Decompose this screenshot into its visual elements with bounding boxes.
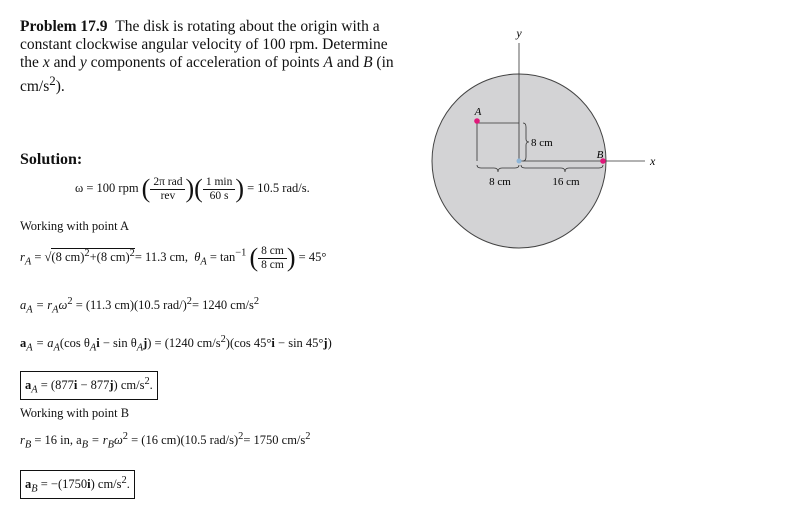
tan-sup: −1 — [235, 247, 247, 259]
aa-box-mid: − 877 — [77, 378, 110, 393]
aa-vec-j: j — [143, 336, 148, 351]
aa-vec-sub: A — [26, 342, 33, 354]
sqrt-a-sup: 2 — [84, 247, 90, 259]
aa-box-sup: 2 — [144, 376, 150, 387]
rb-text2: = r — [88, 433, 108, 448]
disk-figure — [420, 15, 670, 315]
rb-r: r — [20, 433, 25, 448]
aa-box-sub: A — [31, 384, 38, 396]
ab-box-dot: . — [126, 477, 130, 492]
omega-rhs: = 10.5 rad/s. — [247, 180, 310, 195]
rb-equation — [20, 431, 310, 451]
omega-lhs: ω = 100 rpm — [75, 180, 139, 195]
aa-box-eq: = (877 — [37, 378, 74, 393]
working-a-label: Working with point A — [20, 219, 130, 233]
rb-r-sub: B — [24, 439, 32, 451]
aa-rest-sup: 2 — [186, 296, 192, 307]
ab-box-i: i — [87, 477, 91, 492]
aa-vector-equation — [20, 334, 332, 354]
tan: = tan — [206, 249, 236, 264]
aa-vec-close: ) = (1240 cm/s — [147, 336, 221, 351]
problem-statement — [20, 18, 405, 96]
aa-vec-a: a — [20, 336, 27, 351]
dim-right-label: 16 cm — [552, 176, 580, 188]
solution-heading: Solution: — [20, 151, 83, 168]
aa-vec-minus-sub: A — [136, 342, 144, 354]
ra-eq: = — [31, 249, 45, 264]
aa-vec-p1-sub: A — [89, 342, 97, 354]
aa-omega-sup: 2 — [67, 296, 73, 307]
aa-box-j: j — [109, 378, 114, 393]
sqrt-b-sup: 2 — [129, 247, 135, 259]
working-b-label: Working with point B — [20, 406, 130, 420]
frac-num: 8 cm — [258, 245, 287, 259]
dim-vertical-label: 8 cm — [531, 137, 553, 149]
problem-text-1: The disk is rotating about the origin with a constant clockwise angular velocity of 100 rpm. Determine the — [20, 18, 388, 71]
frac-den: 8 cm — [261, 258, 284, 271]
point-a-marker — [474, 118, 480, 124]
sqrt-expression — [51, 248, 134, 264]
ab-answer-box — [20, 470, 135, 499]
aa-box-units: ) cm/s — [113, 378, 145, 393]
problem-A: A — [323, 54, 333, 71]
problem-label: Problem 17.9 — [20, 18, 108, 35]
rb-a-sub: B — [81, 439, 89, 451]
point-b-label: B — [596, 149, 604, 161]
aa-omega: ω — [58, 298, 68, 313]
problem-B: B — [363, 54, 373, 71]
rb-omega-sup: 2 — [122, 431, 128, 442]
rb-text3: = (16 cm)(10.5 rad/s) — [128, 433, 239, 448]
aa-vec-end-close: ) — [327, 336, 332, 351]
aa-vec-end-i: i — [271, 336, 275, 351]
problem-text-3: (in cm/s — [20, 54, 394, 96]
theta: θ — [194, 249, 201, 264]
omega-equation: ω = 100 rpm ( $\frac{\text{2π rad}}{\text{rev}}$ )( $\frac{1 \min}{60 s}$ ) = 10.5 rad/s. — [75, 174, 310, 203]
frac-num: 1 min — [203, 176, 236, 190]
sqrt-a: (8 cm) — [51, 249, 85, 264]
aa-a: a — [20, 298, 27, 313]
ab-box-sub: B — [31, 483, 38, 495]
fraction-min-s — [203, 176, 236, 203]
x-axis-label: x — [650, 154, 656, 168]
aa-vec-end-mid: − sin 45° — [274, 336, 324, 351]
aa-vec-end: )(cos 45° — [225, 336, 272, 351]
frac-num: 2π rad — [150, 176, 185, 190]
point-a-label: A — [474, 106, 482, 118]
aa-box-i: i — [73, 378, 78, 393]
ab-box-a: a — [25, 477, 32, 492]
aa-mid: = r — [32, 298, 53, 313]
problem-x: x — [42, 54, 50, 71]
aa-rest: = (11.3 cm)(10.5 rad/) — [72, 298, 187, 313]
frac-den: rev — [160, 189, 176, 202]
ab-box-units: ) cm/s — [90, 477, 122, 492]
rb-text4: = 1750 cm/s — [243, 433, 306, 448]
rb-sup2: 2 — [305, 431, 311, 442]
theta-sub: A — [200, 256, 207, 268]
aa-mid-sub: A — [52, 304, 59, 316]
ra-result: = 11.3 cm, — [134, 249, 188, 264]
aa-box-a: a — [25, 378, 32, 393]
frac-den: 60 s — [209, 189, 229, 202]
aa-vec-p1: (cos θ — [59, 336, 90, 351]
ab-box-eq: = −(1750 — [37, 477, 88, 492]
problem-and: and — [49, 54, 80, 71]
ra-sub: A — [24, 256, 32, 268]
rb-omega: ω — [113, 433, 123, 448]
problem-and-2: and — [332, 54, 364, 71]
aa-vec-close-sup: 2 — [220, 334, 226, 345]
fraction-8cm-8cm — [258, 245, 287, 272]
aa-box-dot: . — [149, 378, 153, 393]
aa-result-sup: 2 — [253, 296, 260, 307]
problem-y: y — [79, 54, 87, 71]
ra-equation: $r_A = √(8$ cm)$^2$+(8 cm)$^2$= 11.3 cm, $\theta_A = \tan^{-1}$ ( $\frac{8 cm}{8 cm}$ ) = 45° — [20, 243, 327, 272]
angle-result: = 45° — [298, 249, 327, 264]
problem-text-2: components of acceleration of points — [86, 54, 324, 71]
aa-answer-box — [20, 371, 158, 400]
aa-vec-rest: = a — [32, 336, 54, 351]
aa-vec-rest-sub: A — [53, 342, 60, 354]
rb-r2-sub: B — [107, 439, 114, 451]
sqrt-plus: + — [89, 249, 97, 264]
ab-box-sup: 2 — [121, 475, 127, 486]
dim-left-label: 8 cm — [489, 176, 511, 188]
rb-sup1: 2 — [238, 431, 244, 442]
aa-vec-minus: − sin θ — [99, 336, 137, 351]
origin-marker — [517, 159, 522, 164]
rb-text1: = 16 in, a — [31, 433, 82, 448]
problem-sup: 2 — [49, 73, 56, 88]
y-axis-label: y — [516, 26, 522, 40]
aa-result: = 1240 cm/s — [191, 298, 254, 313]
aa-vec-end-j: j — [323, 336, 328, 351]
fraction-rad-rev — [150, 176, 185, 203]
sqrt-b: (8 cm) — [96, 249, 130, 264]
problem-text-4: ). — [55, 78, 65, 96]
aa-vec-i: i — [96, 336, 100, 351]
ra-r: r — [20, 249, 25, 264]
aa-scalar-equation — [20, 296, 259, 316]
aa-sub: A — [26, 304, 33, 316]
